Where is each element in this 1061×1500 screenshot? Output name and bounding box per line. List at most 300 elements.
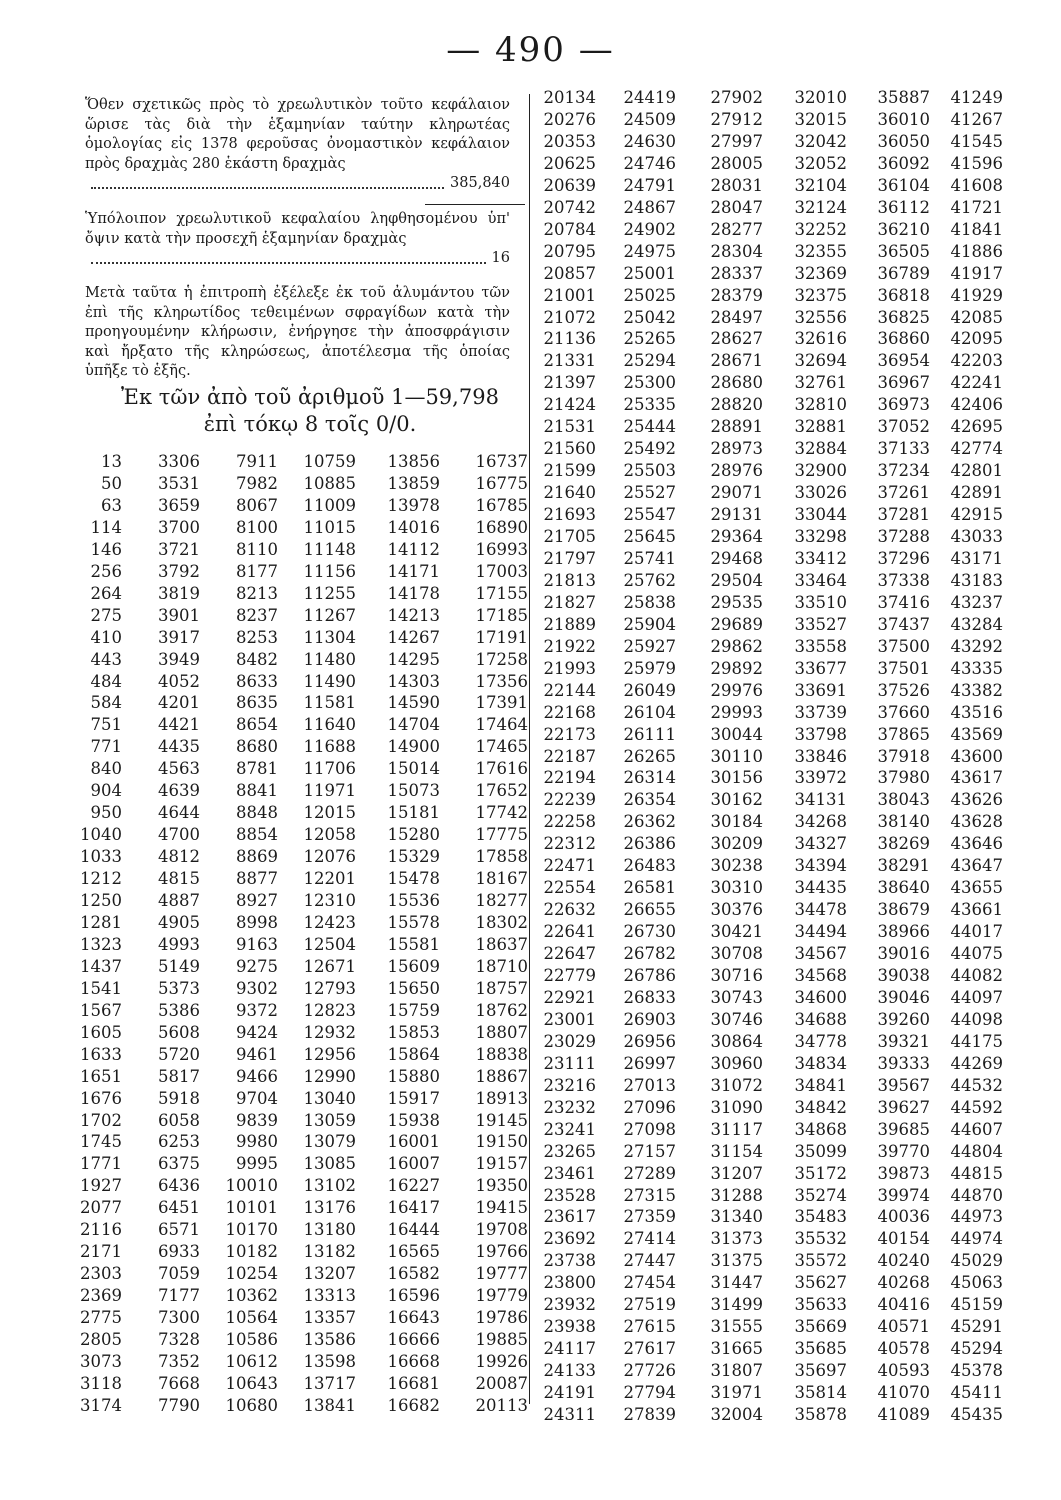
left-number-cell: 14295	[387, 649, 440, 669]
left-number-cell: 484	[90, 671, 122, 691]
right-number-cell: 44804	[950, 1141, 1003, 1161]
left-number-cell: 4905	[158, 912, 200, 932]
right-number-cell: 35697	[794, 1361, 847, 1381]
left-number-cell: 9466	[236, 1066, 278, 1086]
right-number-cell: 27414	[623, 1229, 676, 1249]
right-number-cell: 33464	[794, 570, 847, 590]
left-number-cell: 1250	[80, 891, 122, 910]
left-number-cell: 15581	[387, 934, 440, 954]
right-number-cell: 22921	[543, 987, 596, 1007]
left-number-cell: 9980	[236, 1132, 278, 1152]
right-number-cell: 32761	[794, 373, 847, 393]
right-number-cell: 37133	[877, 439, 930, 459]
right-number-cell: 43284	[950, 614, 1003, 634]
right-number-cell: 23938	[543, 1317, 596, 1337]
right-number-cell: 41089	[877, 1405, 930, 1424]
right-number-cell: 21331	[543, 351, 596, 371]
right-number-cell: 23029	[543, 1031, 596, 1051]
right-number-cell: 43661	[950, 900, 1003, 920]
right-number-cell: 24117	[543, 1339, 596, 1359]
left-number-cell: 15181	[387, 803, 440, 823]
page-number: — 490 —	[446, 30, 615, 70]
left-number-cell: 12956	[303, 1044, 356, 1064]
right-number-cell: 42406	[950, 395, 1003, 415]
right-number-cell: 30960	[710, 1053, 763, 1073]
right-number-cell: 23111	[543, 1053, 596, 1073]
right-number-cell: 34478	[794, 900, 847, 920]
right-number-cell: 22187	[543, 746, 596, 766]
right-number-cell: 37052	[877, 417, 930, 437]
left-number-cell: 13207	[303, 1264, 356, 1284]
left-number-cell: 17464	[475, 715, 528, 735]
left-number-cell: 8854	[236, 825, 278, 845]
right-number-cell: 37501	[877, 658, 930, 678]
right-number-cell: 29131	[710, 505, 763, 525]
left-number-cell: 275	[90, 605, 122, 625]
left-number-cell: 15864	[387, 1044, 440, 1064]
right-number-cell: 25762	[623, 570, 676, 590]
right-number-cell: 31207	[710, 1163, 763, 1183]
left-number-cell: 3659	[158, 495, 200, 515]
right-number-cell: 23692	[543, 1229, 596, 1249]
right-number-cell: 30156	[710, 768, 763, 788]
left-number-cell: 11640	[303, 715, 356, 735]
right-number-cell: 33510	[794, 592, 847, 612]
right-number-cell: 36092	[877, 153, 930, 173]
right-number-cell: 36825	[877, 307, 930, 327]
right-number-cell: 32355	[794, 241, 847, 261]
right-number-cell: 42095	[950, 329, 1003, 349]
right-number-cell: 38043	[877, 790, 930, 810]
left-number-cell: 15014	[387, 759, 440, 779]
left-number-cell: 8633	[236, 671, 278, 691]
right-number-cell: 32124	[794, 197, 847, 217]
right-number-cell: 44269	[950, 1053, 1003, 1073]
right-number-cell: 42085	[950, 307, 1003, 327]
right-number-cell: 22779	[543, 966, 596, 985]
left-number-cell: 8237	[236, 605, 278, 625]
right-number-cell: 33739	[794, 702, 847, 722]
right-number-cell: 44592	[950, 1097, 1003, 1117]
right-number-cell: 30716	[710, 966, 763, 985]
right-number-cell: 39974	[877, 1185, 930, 1205]
left-number-cell: 19926	[475, 1351, 528, 1371]
right-number-cell: 27098	[623, 1119, 676, 1139]
left-number-cell: 10101	[225, 1198, 278, 1218]
right-number-cell: 36973	[877, 395, 930, 415]
right-number-cell: 45029	[950, 1251, 1003, 1271]
right-number-cell: 44097	[950, 987, 1003, 1007]
left-number-cell: 1702	[80, 1110, 122, 1130]
left-number-cell: 4644	[158, 803, 200, 823]
right-number-cell: 39038	[877, 966, 930, 985]
right-number-cell: 25979	[623, 658, 676, 678]
left-number-cell: 15917	[387, 1088, 440, 1108]
left-number-cell: 14213	[387, 605, 440, 625]
right-number-cell: 29364	[710, 527, 763, 546]
right-number-cell: 30746	[710, 1009, 763, 1029]
left-number-cell: 11015	[303, 517, 356, 537]
left-number-cell: 146	[90, 539, 122, 559]
right-number-cell: 29468	[710, 548, 763, 568]
right-number-cell: 22239	[543, 790, 596, 810]
right-number-cell: 42241	[950, 373, 1003, 393]
right-number-cell: 43516	[950, 702, 1003, 722]
left-number-cell: 1033	[80, 847, 122, 867]
right-number-cell: 40416	[877, 1295, 930, 1315]
right-number-cell: 30044	[710, 724, 763, 744]
left-number-cell: 16666	[387, 1330, 440, 1349]
right-number-cell: 41929	[950, 285, 1003, 305]
right-number-cell: 43647	[950, 856, 1003, 876]
right-number-cell: 43183	[950, 570, 1003, 590]
left-number-cell: 4435	[158, 737, 200, 757]
right-number-cell: 22258	[543, 812, 596, 832]
left-number-cell: 3118	[80, 1373, 122, 1393]
left-number-cell: 15609	[387, 956, 440, 976]
left-number-cell: 9704	[236, 1088, 278, 1108]
paragraph-allocation-leader	[85, 174, 510, 194]
right-number-cell: 21693	[543, 505, 596, 525]
left-number-cell: 13182	[303, 1242, 356, 1262]
right-number-cell: 31090	[710, 1097, 763, 1117]
right-number-cell: 26354	[623, 790, 676, 810]
right-number-cell: 30162	[710, 790, 763, 810]
right-number-cell: 35878	[794, 1405, 847, 1424]
right-number-cell: 37980	[877, 768, 930, 788]
left-number-cell: 18913	[475, 1088, 528, 1108]
right-number-cell: 43646	[950, 834, 1003, 854]
left-number-cell: 6253	[158, 1132, 200, 1152]
right-number-cell: 39333	[877, 1053, 930, 1073]
left-number-cell: 12932	[303, 1022, 356, 1042]
right-number-cell: 28277	[710, 219, 763, 239]
left-number-cell: 16444	[387, 1220, 440, 1240]
right-number-cell: 40036	[877, 1207, 930, 1227]
right-number-cell: 35274	[794, 1185, 847, 1205]
left-number-cell: 1676	[80, 1088, 122, 1108]
right-number-cell: 43617	[950, 768, 1003, 788]
left-number-cell: 5608	[158, 1022, 200, 1042]
right-number-cell: 37338	[877, 570, 930, 590]
left-number-cell: 19415	[475, 1198, 528, 1218]
right-number-cell: 34327	[794, 834, 847, 854]
right-number-cell: 45378	[950, 1361, 1003, 1381]
right-number-cell: 38640	[877, 878, 930, 898]
right-number-cell: 30743	[710, 987, 763, 1007]
left-number-cell: 13	[101, 452, 122, 471]
left-number-cell: 6436	[158, 1176, 200, 1196]
left-number-cell: 10564	[225, 1308, 278, 1328]
right-number-cell: 41608	[950, 175, 1003, 195]
dot-leader	[91, 174, 444, 189]
left-number-cell: 13586	[303, 1330, 356, 1349]
right-number-cell: 43335	[950, 658, 1003, 678]
right-number-cell: 21705	[543, 527, 596, 546]
left-number-cell: 8110	[236, 539, 278, 559]
right-number-cell: 27519	[623, 1295, 676, 1315]
right-number-cell: 21797	[543, 548, 596, 568]
left-number-cell: 11009	[303, 495, 356, 515]
right-number-cell: 43626	[950, 790, 1003, 810]
right-number-cell: 35099	[794, 1141, 847, 1161]
right-number-cell: 24419	[623, 88, 676, 107]
right-number-cell: 25265	[623, 329, 676, 349]
right-number-cell: 45159	[950, 1295, 1003, 1315]
left-number-cell: 15578	[387, 912, 440, 932]
right-number-cell: 28005	[710, 153, 763, 173]
right-number-cell: 43382	[950, 680, 1003, 700]
left-number-cell: 9163	[236, 934, 278, 954]
right-number-cell: 39770	[877, 1141, 930, 1161]
right-number-cell: 40154	[877, 1229, 930, 1249]
left-number-cell: 751	[90, 715, 122, 735]
right-number-cell: 31373	[710, 1229, 763, 1249]
left-number-cell: 6933	[158, 1242, 200, 1262]
right-number-cell: 32369	[794, 263, 847, 283]
left-number-cell: 16565	[387, 1242, 440, 1262]
right-number-cell: 25838	[623, 592, 676, 612]
right-number-cell: 37234	[877, 461, 930, 481]
left-number-cell: 14267	[387, 627, 440, 647]
right-number-cell: 43033	[950, 527, 1003, 546]
right-number-cell: 31499	[710, 1295, 763, 1315]
right-number-cell: 45411	[950, 1383, 1003, 1403]
right-number-cell: 25547	[623, 505, 676, 525]
right-number-cell: 32015	[794, 109, 847, 129]
right-number-cell: 34567	[794, 944, 847, 964]
left-number-cell: 114	[90, 517, 122, 537]
left-number-cell: 19145	[475, 1110, 528, 1130]
right-number-cell: 38291	[877, 856, 930, 876]
left-number-cell: 3700	[158, 517, 200, 537]
right-number-cell: 41596	[950, 153, 1003, 173]
right-number-cell: 28820	[710, 395, 763, 415]
right-number-cell: 37865	[877, 724, 930, 744]
right-number-cell: 34842	[794, 1097, 847, 1117]
left-number-cell: 15329	[387, 847, 440, 867]
right-number-cell: 42203	[950, 351, 1003, 371]
right-number-cell: 28031	[710, 175, 763, 195]
right-number-cell: 22647	[543, 944, 596, 964]
right-number-cell: 41070	[877, 1383, 930, 1403]
left-number-cell: 12015	[303, 803, 356, 823]
left-number-cell: 13978	[387, 495, 440, 515]
left-number-cell: 2303	[80, 1264, 122, 1284]
right-number-cell: 36010	[877, 109, 930, 129]
right-number-cell: 32375	[794, 285, 847, 305]
right-number-cell: 45063	[950, 1273, 1003, 1293]
left-number-cell: 1323	[80, 934, 122, 954]
right-number-cell: 36954	[877, 351, 930, 371]
right-number-cell: 38269	[877, 834, 930, 854]
right-number-cell: 43655	[950, 878, 1003, 898]
left-number-cell: 19766	[475, 1242, 528, 1262]
right-number-cell: 26386	[623, 834, 676, 854]
right-number-cell: 45435	[950, 1405, 1003, 1424]
left-number-cell: 9302	[236, 978, 278, 998]
right-number-cell: 43171	[950, 548, 1003, 568]
right-number-cell: 29976	[710, 680, 763, 700]
left-number-cell: 2116	[80, 1220, 122, 1240]
left-number-cell: 19708	[475, 1220, 528, 1240]
right-number-cell: 24746	[623, 153, 676, 173]
left-number-cell: 443	[90, 649, 122, 669]
right-number-cell: 41249	[950, 88, 1003, 107]
left-number-cell: 50	[101, 473, 122, 493]
left-number-cell: 8877	[236, 869, 278, 889]
left-number-cell: 16668	[387, 1351, 440, 1371]
right-number-cell: 22632	[543, 900, 596, 920]
right-number-cell: 22471	[543, 856, 596, 876]
right-number-cell: 34131	[794, 790, 847, 810]
left-number-cell: 14704	[387, 715, 440, 735]
right-number-cell: 23232	[543, 1097, 596, 1117]
left-number-cell: 18757	[475, 978, 528, 998]
right-number-cell: 31555	[710, 1317, 763, 1337]
left-number-cell: 12823	[303, 1000, 356, 1020]
right-number-cell: 29504	[710, 570, 763, 590]
right-number-cell: 26483	[623, 856, 676, 876]
right-number-cell: 27726	[623, 1361, 676, 1381]
right-number-cell: 23800	[543, 1273, 596, 1293]
right-number-cell: 40268	[877, 1273, 930, 1293]
left-number-cell: 13040	[303, 1088, 356, 1108]
right-number-cell: 26833	[623, 987, 676, 1007]
right-number-cell: 31340	[710, 1207, 763, 1227]
right-number-cell: 42915	[950, 505, 1003, 525]
left-number-cell: 18167	[475, 869, 528, 889]
left-number-cell: 17652	[475, 781, 528, 801]
left-number-cell: 17775	[475, 825, 528, 845]
left-number-cell: 1437	[80, 956, 122, 976]
right-number-cell: 44017	[950, 922, 1003, 942]
right-number-cell: 23932	[543, 1295, 596, 1315]
right-number-cell: 20639	[543, 175, 596, 195]
right-number-cell: 33972	[794, 768, 847, 788]
right-number-cell: 20857	[543, 263, 596, 283]
section-heading	[110, 384, 510, 438]
left-number-cell: 7790	[158, 1395, 200, 1415]
left-number-cell: 4201	[158, 693, 200, 713]
left-number-cell: 5720	[158, 1044, 200, 1064]
left-number-cell: 13079	[303, 1132, 356, 1152]
left-number-cell: 19350	[475, 1176, 528, 1196]
right-number-cell: 42801	[950, 461, 1003, 481]
right-number-cell: 30209	[710, 834, 763, 854]
left-number-cell: 7911	[236, 452, 278, 471]
right-number-cell: 28047	[710, 197, 763, 217]
right-number-cell: 32104	[794, 175, 847, 195]
left-number-cell: 14900	[387, 737, 440, 757]
right-number-cell: 31665	[710, 1339, 763, 1359]
left-number-cell: 16785	[475, 495, 528, 515]
right-number-cell: 32052	[794, 153, 847, 173]
right-number-cell: 36789	[877, 263, 930, 283]
left-number-cell: 17742	[475, 803, 528, 823]
right-number-cell: 42774	[950, 439, 1003, 459]
left-number-cell: 584	[90, 693, 122, 713]
left-number-cell: 16001	[387, 1132, 440, 1152]
left-number-cell: 12504	[303, 934, 356, 954]
left-number-cell: 9839	[236, 1110, 278, 1130]
right-number-cell: 27157	[623, 1141, 676, 1161]
right-number-cell: 32556	[794, 307, 847, 327]
left-number-cell: 11267	[303, 605, 356, 625]
left-number-cell: 1927	[80, 1176, 122, 1196]
right-number-cell: 44075	[950, 944, 1003, 964]
left-number-cell: 14590	[387, 693, 440, 713]
right-number-cell: 32884	[794, 439, 847, 459]
right-number-cell: 27912	[710, 109, 763, 129]
right-number-cell: 27315	[623, 1185, 676, 1205]
right-number-cell: 41721	[950, 197, 1003, 217]
right-number-cell: 22173	[543, 724, 596, 744]
right-number-cell: 36104	[877, 175, 930, 195]
left-number-cell: 16775	[475, 473, 528, 493]
left-number-cell: 16417	[387, 1198, 440, 1218]
left-number-cell: 4887	[158, 891, 200, 910]
left-number-cell: 19779	[475, 1286, 528, 1306]
left-number-cell: 12423	[303, 912, 356, 932]
left-number-cell: 16993	[475, 539, 528, 559]
right-number-cell: 27289	[623, 1163, 676, 1183]
left-number-cell: 8998	[236, 912, 278, 932]
right-number-cell: 29689	[710, 614, 763, 634]
left-number-cell: 13180	[303, 1220, 356, 1240]
right-number-cell: 31447	[710, 1273, 763, 1293]
right-number-cell: 41545	[950, 131, 1003, 151]
left-number-cell: 12990	[303, 1066, 356, 1086]
right-number-cell: 25741	[623, 548, 676, 568]
allocation-amount: 385,840	[450, 175, 510, 191]
right-number-cell: 33691	[794, 680, 847, 700]
right-number-cell: 37281	[877, 505, 930, 525]
left-number-cell: 8654	[236, 715, 278, 735]
left-number-cell: 3819	[158, 583, 200, 603]
left-number-cell: 2171	[80, 1242, 122, 1262]
right-number-cell: 41841	[950, 219, 1003, 239]
right-number-cell: 40593	[877, 1361, 930, 1381]
left-number-cell: 13102	[303, 1176, 356, 1196]
left-number-cell: 13859	[387, 473, 440, 493]
right-number-cell: 30864	[710, 1031, 763, 1051]
left-number-cell: 9995	[236, 1154, 278, 1174]
left-number-cell: 15853	[387, 1022, 440, 1042]
right-number-cell: 28976	[710, 461, 763, 481]
right-number-cell: 44973	[950, 1207, 1003, 1227]
right-number-cell: 37296	[877, 548, 930, 568]
left-number-cell: 11255	[303, 583, 356, 603]
right-number-cell: 27096	[623, 1097, 676, 1117]
left-number-cell: 11971	[303, 781, 356, 801]
left-number-cell: 11688	[303, 737, 356, 757]
right-number-cell: 24791	[623, 175, 676, 195]
right-number-cell: 36860	[877, 329, 930, 349]
right-number-cell: 23241	[543, 1119, 596, 1139]
right-number-cell: 37660	[877, 702, 930, 722]
right-number-cell: 25444	[623, 417, 676, 437]
right-number-cell: 30421	[710, 922, 763, 942]
right-number-cell: 41917	[950, 263, 1003, 283]
right-number-cell: 25294	[623, 351, 676, 371]
left-number-cell: 10612	[225, 1351, 278, 1371]
right-number-cell: 43628	[950, 812, 1003, 832]
right-number-cell: 20742	[543, 197, 596, 217]
right-number-cell: 26265	[623, 746, 676, 766]
right-number-cell: 28497	[710, 307, 763, 327]
right-number-cell: 39685	[877, 1119, 930, 1139]
